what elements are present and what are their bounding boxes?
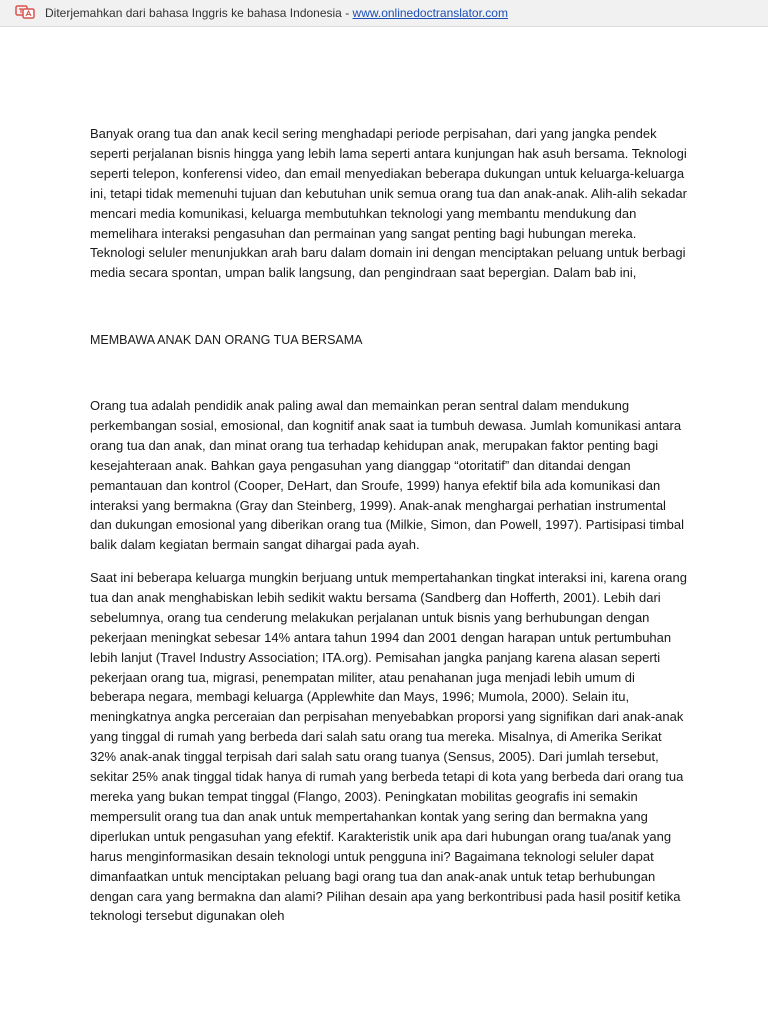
section-heading: MEMBAWA ANAK DAN ORANG TUA BERSAMA — [90, 333, 363, 347]
paragraph-separation: Saat ini beberapa keluarga mungkin berjuang untuk mempertahankan tingkat interaksi ini, karena orang tua dan anak menghabiskan lebih sedikit waktu bersama (Sandberg dan Hofferth, 2001). Lebih dari sebelumnya, orang tua cenderung melakukan perjalanan untuk bisnis yang berhubungan dengan pekerjaan meningkat sebesar 14% antara tahun 1994 dan 2001 dengan harapan untuk pertumbuhan lebih lanjut (Travel Industry Association; ITA.org). Pemisahan jangka panjang karena alasan seperti pekerjaan orang tua, migrasi, penempatan militer, atau penahanan juga menjadi lebih umum di beberapa negara, membagi keluarga (Applewhite dan Mays, 1996; Mumola, 2000). Selain itu, meningkatnya angka perceraian dan perpisahan menyebabkan proporsi yang signifikan dari anak-anak yang tinggal di rumah yang berbeda dari salah satu orang tua mereka. Misalnya, di Amerika Serikat 32% anak-anak tinggal terpisah dari salah satu orang tuanya (Sensus, 2005). Dari jumlah tersebut, sekitar 25% anak tinggal tidak hanya di rumah yang berbeda tetapi di kota yang berbeda dari orang tua mereka yang bukan tempat tinggal (Flango, 2003). Peningkatan mobilitas geografis ini semakin mempersulit orang tua dan anak untuk mempertahankan kontak yang sering dan bermakna yang diperlukan untuk pengasuhan yang efektif. Karakteristik unik apa dari hubungan orang tua/anak yang harus menginformasikan desain teknologi untuk pengguna ini? Bagaimana teknologi seluler dapat dimanfaatkan untuk menciptakan peluang bagi orang tua dan anak-anak untuk tetap berhubungan dengan cara yang bermakna dan alami? Pilihan desain apa yang berkontribusi pada hasil positif ketika teknologi tersebut digunakan oleh — [90, 570, 687, 924]
translator-notice — [45, 6, 508, 20]
translator-banner — [0, 0, 768, 27]
paragraph-parents: Orang tua adalah pendidik anak paling awal dan memainkan peran sentral dalam mendukung perkembangan sosial, emosional, dan kognitif anak saat ia tumbuh dewasa. Jumlah komunikasi antara orang tua dan anak, dan minat orang tua terhadap kehidupan anak, merupakan faktor penting bagi kesejahteraan anak. Bahkan gaya pengasuhan yang dianggap “otoritatif” dan ditandai dengan pemantauan dan kontrol (Cooper, DeHart, dan Sroufe, 1999) hanya efektif bila ada komunikasi dan interaksi yang bermakna (Gray dan Steinberg, 1999). Anak-anak menghargai perhatian instrumental dan dukungan emosional yang diberikan orang tua (Milkie, Simon, dan Powell, 1997). Partisipasi timbal balik dalam kegiatan bermain sangat dihargai pada ayah. — [90, 398, 685, 553]
translator-logo-icon — [15, 4, 35, 20]
translator-link[interactable]: www.onlinedoctranslator.com — [352, 6, 508, 20]
translator-notice-prefix: Diterjemahkan dari bahasa Inggris ke bahasa Indonesia - — [45, 6, 353, 20]
paragraph-intro: Banyak orang tua dan anak kecil sering menghadapi periode perpisahan, dari yang jangka pendek seperti perjalanan bisnis hingga yang lebih lama seperti antara kunjungan hak asuh bersama. Teknologi seperti telepon, konferensi video, dan email menyediakan beberapa dukungan untuk keluarga-keluarga ini, tetapi tidak memenuhi tujuan dan kebutuhan unik semua orang tua dan anak-anak. Alih-alih sekadar mencari media komunikasi, keluarga membutuhkan teknologi yang membantu mendukung dan memelihara interaksi pengasuhan dan permainan yang sangat penting bagi hubungan mereka. Teknologi seluler menunjukkan arah baru dalam domain ini dengan menciptakan peluang untuk berbagi media secara spontan, umpan balik langsung, dan pengindraan saat bepergian. Dalam bab ini, — [90, 126, 687, 281]
